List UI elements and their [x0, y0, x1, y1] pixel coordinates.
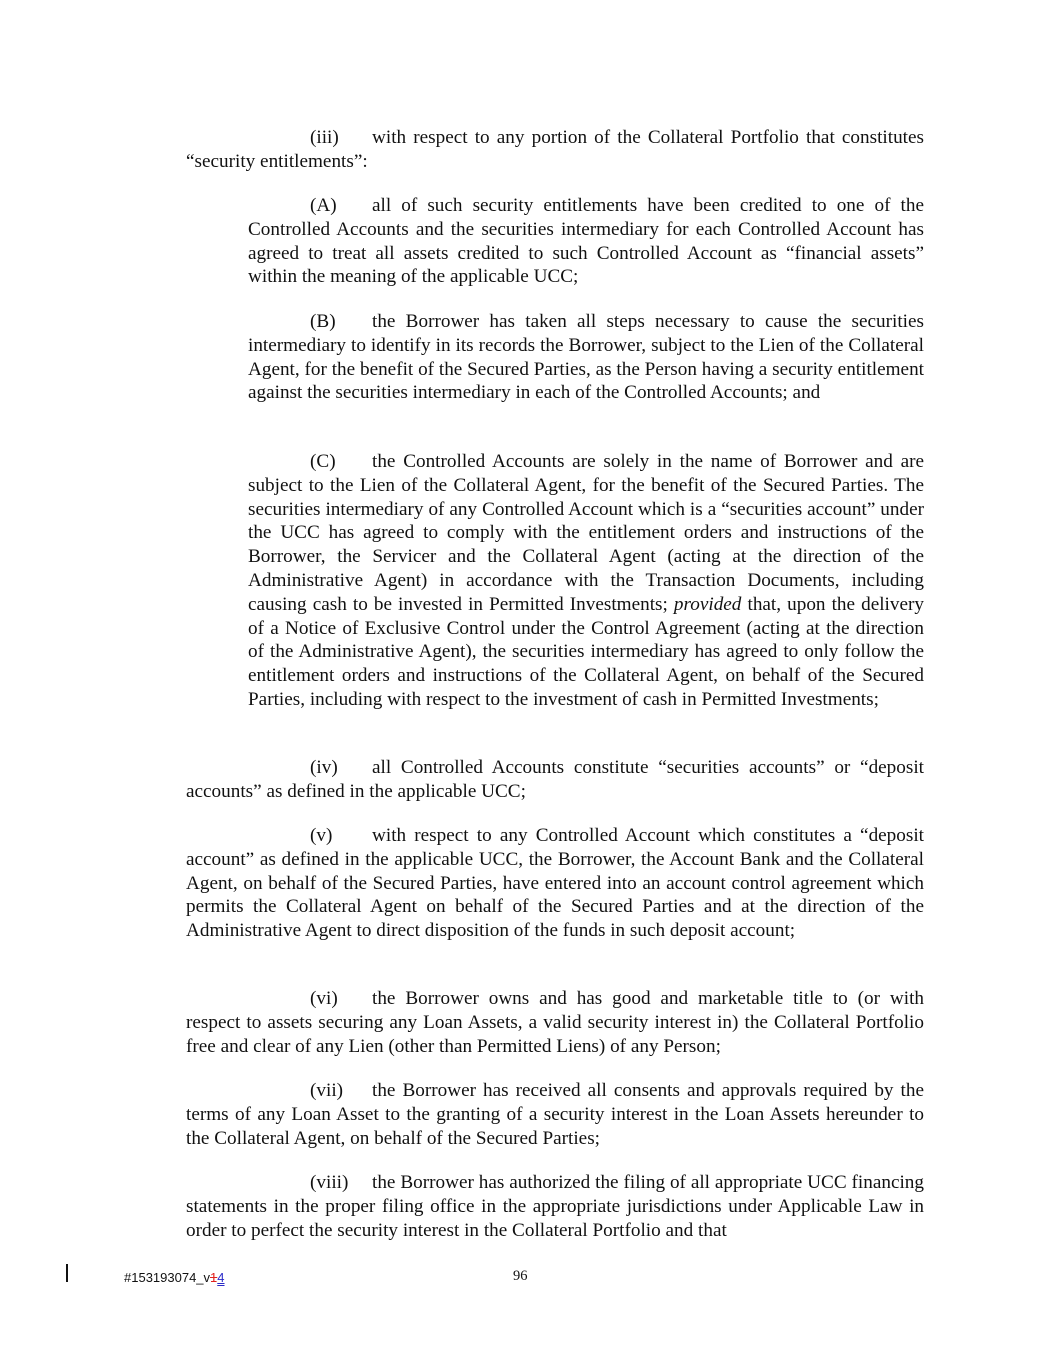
paragraph-text-continued: that, upon the delivery of a Notice of Exclusive Control under the Control Agreement (acting at the direction of the Administrative Agent), the securities intermediary has agreed to only follow the entitlement orders and instructions of the Collateral Agent, on behalf of the Secured Parties, including with respect to the investment of cash in Permitted Investments;	[248, 593, 924, 710]
paragraph-marker: (vii)	[310, 1080, 344, 1101]
revision-change-bar	[66, 1264, 68, 1282]
paragraph-vii	[186, 1079, 924, 1150]
paragraph-C	[248, 450, 924, 712]
paragraph-text: all of such security entitlements have been credited to one of the Controlled Accounts and the securities intermediary for each Controlled Account has agreed to treat all assets credited to such Controlled Account as “financial assets” within the meaning of the applicable UCC;	[248, 195, 924, 288]
paragraph-text: with respect to any portion of the Collateral Portfolio that constitutes “security entitlements”:	[186, 127, 924, 172]
paragraph-iv	[186, 756, 924, 804]
paragraph-marker: (C)	[310, 451, 336, 472]
paragraph-marker: (iii)	[310, 127, 339, 148]
paragraph-iii	[186, 126, 924, 174]
footer-document-id	[124, 1266, 225, 1290]
paragraph-text: all Controlled Accounts constitute “securities accounts” or “deposit accounts” as defined in the applicable UCC;	[186, 757, 924, 802]
paragraph-viii	[186, 1171, 924, 1242]
paragraph-marker: (B)	[310, 311, 336, 332]
paragraph-text: with respect to any Controlled Account which constitutes a “deposit account” as defined in the applicable UCC, the Borrower, the Account Bank and the Collateral Agent, on behalf of the Secured Parties, have entered into an account control agreement which permits the Collateral Agent on behalf of the Secured Parties and at the direction of the Administrative Agent to direct disposition of the funds in such deposit account;	[186, 825, 924, 942]
paragraph-text: the Borrower has taken all steps necessary to cause the securities intermediary to identify in its records the Borrower, subject to the Lien of the Collateral Agent, for the benefit of the Secured Parties, as the Person having a security entitlement against the securities intermediary in each of the Controlled Accounts; and	[248, 311, 924, 404]
paragraph-text: the Borrower owns and has good and marketable title to (or with respect to assets securing any Loan Assets, a valid security interest in) the Collateral Portfolio free and clear of any Lien (other than Permitted Liens) of any Person;	[186, 988, 924, 1057]
paragraph-marker: (A)	[310, 195, 337, 216]
paragraph-text: the Borrower has received all consents and approvals required by the terms of any Loan Asset to the granting of a security interest in the Loan Assets hereunder to the Collateral Agent, on behalf of the Secured Parties;	[186, 1080, 924, 1149]
paragraph-vi	[186, 987, 924, 1058]
paragraph-marker: (v)	[310, 825, 333, 846]
page-number: 96	[513, 1268, 528, 1284]
doc-id-prefix: #153193074_v	[124, 1270, 211, 1285]
italic-term-provided: provided	[673, 593, 742, 615]
deleted-version: 1	[210, 1270, 218, 1285]
paragraph-v	[186, 824, 924, 943]
inserted-version: 4	[217, 1270, 225, 1285]
paragraph-marker: (vi)	[310, 988, 338, 1009]
paragraph-A	[248, 194, 924, 289]
paragraph-marker: (viii)	[310, 1172, 349, 1193]
paragraph-B	[248, 310, 924, 405]
paragraph-text: the Borrower has authorized the filing of all appropriate UCC financing statements in the proper filing office in the appropriate jurisdictions under Applicable Law in order to perfect the security interest in the Collateral Portfolio and that	[186, 1172, 924, 1241]
paragraph-marker: (iv)	[310, 757, 338, 778]
paragraph-text: the Controlled Accounts are solely in the name of Borrower and are subject to the Lien of the Collateral Agent, for the benefit of the Secured Parties. The securities intermediary of any Controlled Account which is a “securities account” under the UCC has agreed to comply with the entitlement orders and instructions of the Borrower, the Servicer and the Collateral Agent (acting at the direction of the Administrative Agent) in accordance with the Transaction Documents, including causing cash to be invested in Permitted Investments;	[248, 451, 924, 615]
